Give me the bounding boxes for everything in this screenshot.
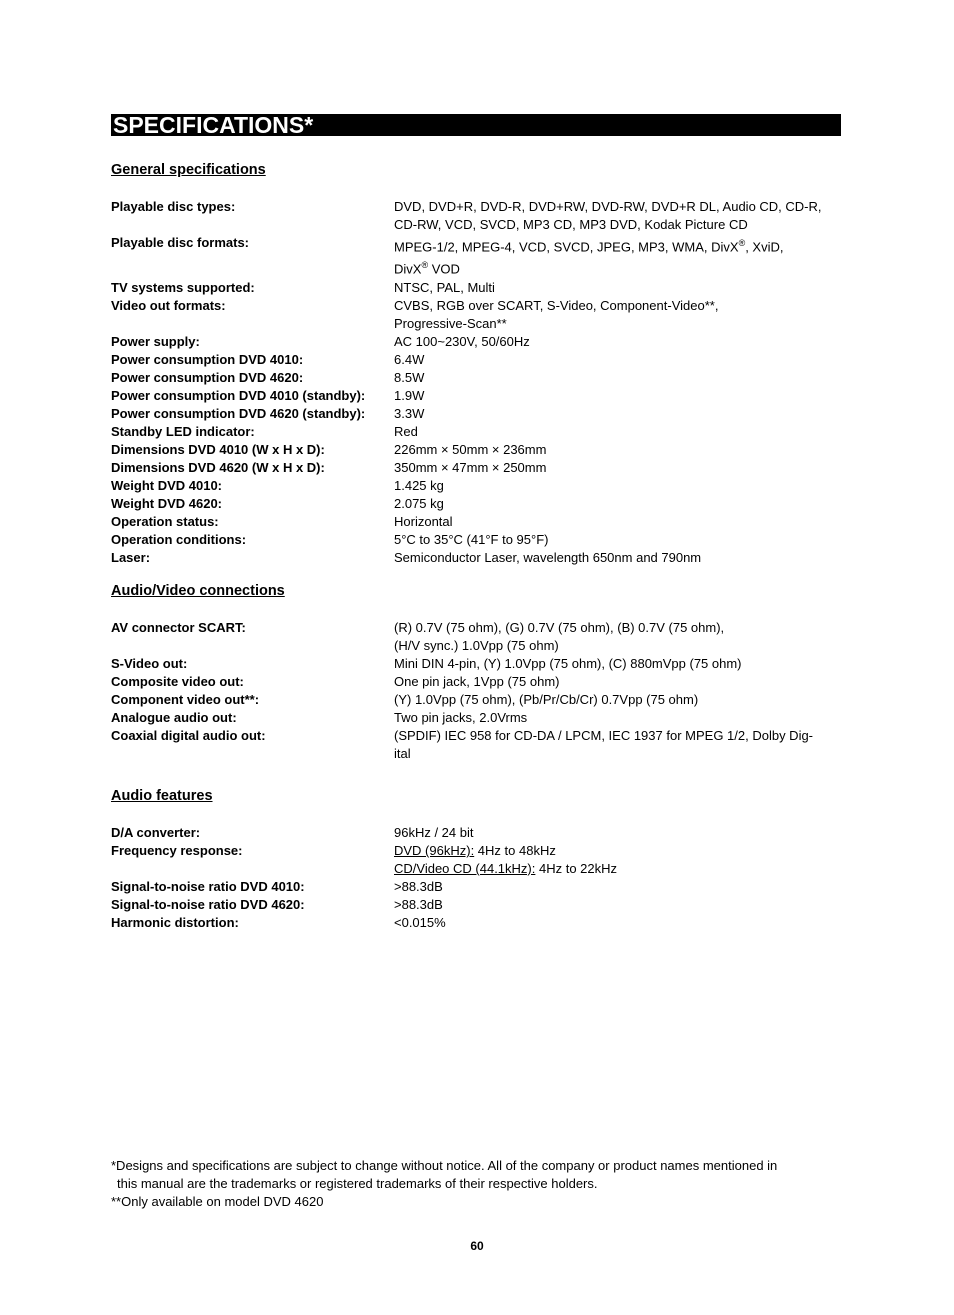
- spec-value: [394, 351, 841, 369]
- spec-value: [394, 369, 841, 387]
- spec-label: Operation status:: [111, 513, 219, 529]
- section-heading-av-connections: Audio/Video connections: [111, 583, 285, 599]
- spec-value-line: DVD, DVD+R, DVD-R, DVD+RW, DVD-RW, DVD+R DL, Audio CD, CD-R,: [394, 199, 822, 214]
- spec-label: Standby LED indicator:: [111, 423, 255, 439]
- registered-mark: ®: [738, 238, 746, 248]
- spec-label: Power consumption DVD 4010:: [111, 351, 304, 367]
- spec-label: Signal-to-noise ratio DVD 4010:: [111, 879, 305, 894]
- spec-sublabel: CD/Video CD (44.1kHz):: [394, 861, 536, 876]
- spec-value: [394, 727, 841, 763]
- spec-row: [111, 477, 841, 495]
- spec-row: [111, 549, 841, 567]
- spec-label: Power consumption DVD 4010 (standby):: [111, 387, 366, 403]
- spec-value-line: (Y) 1.0Vpp (75 ohm), (Pb/Pr/Cb/Cr) 0.7Vpp (75 ohm): [394, 692, 699, 707]
- spec-value-text: MPEG-1/2, MPEG-4, VCD, SVCD, JPEG, MP3, WMA, DivX: [394, 239, 739, 255]
- audio-features-list: [111, 824, 841, 932]
- spec-value-text: DivX: [394, 261, 422, 277]
- spec-value: [394, 441, 841, 459]
- spec-value: [394, 549, 841, 567]
- footnote-line: *Designs and specifications are subject to change without notice. All of the company or product names mentioned in: [111, 1158, 778, 1173]
- spec-value-line: Mini DIN 4-pin, (Y) 1.0Vpp (75 ohm), (C) 880mVpp (75 ohm): [394, 656, 742, 671]
- spec-row: [111, 234, 841, 279]
- spec-value-line: 3.3W: [394, 405, 425, 421]
- spec-value-line: Semiconductor Laser, wavelength 650nm and 790nm: [394, 549, 702, 565]
- spec-value-line: [394, 234, 841, 256]
- spec-value: [394, 297, 841, 333]
- spec-value-line: Progressive-Scan**: [394, 315, 507, 331]
- spec-value-line: 1.425 kg: [394, 477, 444, 493]
- spec-value-line: One pin jack, 1Vpp (75 ohm): [394, 674, 560, 689]
- spec-value-line: [394, 860, 841, 878]
- spec-label: Power consumption DVD 4620:: [111, 369, 304, 385]
- spec-label: D/A converter:: [111, 825, 201, 840]
- page-title: SPECIFICATIONS*: [111, 114, 841, 136]
- spec-label: Power supply:: [111, 333, 200, 349]
- spec-label: Video out formats:: [111, 297, 226, 313]
- spec-value-line: ital: [394, 746, 411, 761]
- spec-row: [111, 198, 841, 234]
- spec-value: [394, 619, 841, 655]
- spec-label: Weight DVD 4620:: [111, 495, 223, 511]
- spec-value-text: 4Hz to 22kHz: [535, 861, 618, 876]
- spec-sublabel: DVD (96kHz):: [394, 843, 475, 858]
- spec-value: [394, 673, 841, 691]
- spec-label: Harmonic distortion:: [111, 915, 239, 930]
- spec-row: [111, 691, 841, 709]
- spec-row: [111, 842, 841, 878]
- spec-value-text: , XviD,: [745, 239, 784, 255]
- spec-value-line: (H/V sync.) 1.0Vpp (75 ohm): [394, 638, 559, 653]
- spec-row: [111, 709, 841, 727]
- spec-label: AV connector SCART:: [111, 620, 246, 635]
- spec-value-line: AC 100~230V, 50/60Hz: [394, 333, 530, 349]
- spec-row: [111, 423, 841, 441]
- spec-row: [111, 369, 841, 387]
- spec-value-line: [394, 256, 841, 278]
- spec-value-line: 350mm × 47mm × 250mm: [394, 459, 547, 475]
- spec-row: [111, 441, 841, 459]
- spec-label: Dimensions DVD 4010 (W x H x D):: [111, 441, 325, 457]
- spec-label: Operation conditions:: [111, 531, 247, 547]
- spec-row: [111, 351, 841, 369]
- spec-label: Component video out**:: [111, 692, 260, 707]
- spec-value-line: 6.4W: [394, 351, 425, 367]
- spec-value-text: VOD: [428, 261, 460, 277]
- av-connections-list: [111, 619, 841, 763]
- spec-value: [394, 198, 841, 234]
- spec-value: [394, 279, 841, 297]
- spec-value: [394, 842, 841, 878]
- general-specs-list: [111, 198, 841, 567]
- spec-label: Playable disc formats:: [111, 235, 249, 250]
- spec-value-line: >88.3dB: [394, 897, 443, 912]
- spec-value: [394, 495, 841, 513]
- spec-value-line: 8.5W: [394, 369, 425, 385]
- footnotes: [111, 1157, 841, 1211]
- spec-row: [111, 896, 841, 914]
- spec-row: [111, 513, 841, 531]
- spec-value: [394, 824, 841, 842]
- spec-label: Laser:: [111, 549, 151, 565]
- spec-value: [394, 333, 841, 351]
- spec-value: [394, 531, 841, 549]
- spec-value: [394, 234, 841, 279]
- spec-row: [111, 405, 841, 423]
- spec-value: [394, 459, 841, 477]
- spec-value: [394, 405, 841, 423]
- spec-value-line: Red: [394, 423, 418, 439]
- spec-row: [111, 459, 841, 477]
- section-heading-general: General specifications: [111, 162, 266, 178]
- spec-row: [111, 387, 841, 405]
- spec-value: [394, 878, 841, 896]
- spec-value-line: [394, 842, 841, 860]
- spec-row: [111, 655, 841, 673]
- spec-value-line: CD-RW, VCD, SVCD, MP3 CD, MP3 DVD, Kodak Picture CD: [394, 217, 748, 232]
- spec-row: [111, 619, 841, 655]
- section-heading-audio-features: Audio features: [111, 788, 213, 804]
- spec-label: Weight DVD 4010:: [111, 477, 223, 493]
- spec-row: [111, 878, 841, 896]
- spec-row: [111, 531, 841, 549]
- spec-row: [111, 495, 841, 513]
- page-number: 60: [470, 1239, 484, 1253]
- spec-value-line: >88.3dB: [394, 879, 443, 894]
- spec-value: [394, 513, 841, 531]
- spec-value: [394, 387, 841, 405]
- spec-row: [111, 297, 841, 333]
- spec-value: [394, 477, 841, 495]
- footnote-line: this manual are the trademarks or registered trademarks of their respective holders.: [117, 1176, 598, 1191]
- spec-value-line: NTSC, PAL, Multi: [394, 279, 495, 295]
- spec-value: [394, 423, 841, 441]
- spec-value: [394, 896, 841, 914]
- spec-value: [394, 709, 841, 727]
- spec-row: [111, 727, 841, 763]
- spec-value-line: 226mm × 50mm × 236mm: [394, 441, 547, 457]
- spec-label: Dimensions DVD 4620 (W x H x D):: [111, 459, 325, 475]
- spec-row: [111, 824, 841, 842]
- spec-value-line: (R) 0.7V (75 ohm), (G) 0.7V (75 ohm), (B) 0.7V (75 ohm),: [394, 620, 725, 635]
- spec-label: TV systems supported:: [111, 279, 255, 295]
- spec-label: Coaxial digital audio out:: [111, 728, 266, 743]
- spec-row: [111, 333, 841, 351]
- spec-label: Power consumption DVD 4620 (standby):: [111, 405, 366, 421]
- spec-label: Signal-to-noise ratio DVD 4620:: [111, 897, 305, 912]
- spec-value-line: Two pin jacks, 2.0Vrms: [394, 710, 528, 725]
- spec-label: Frequency response:: [111, 843, 243, 858]
- spec-value-line: 96kHz / 24 bit: [394, 825, 474, 840]
- footnote-line: **Only available on model DVD 4620: [111, 1194, 324, 1209]
- spec-value: [394, 914, 841, 932]
- spec-row: [111, 279, 841, 297]
- spec-label: Analogue audio out:: [111, 710, 237, 725]
- registered-mark: ®: [421, 260, 429, 271]
- spec-value-line: 5°C to 35°C (41°F to 95°F): [394, 531, 549, 547]
- spec-label: Composite video out:: [111, 674, 244, 689]
- spec-value-text: 4Hz to 48kHz: [474, 843, 556, 858]
- spec-label: Playable disc types:: [111, 199, 236, 214]
- spec-value-line: 2.075 kg: [394, 495, 444, 511]
- spec-value-line: Horizontal: [394, 513, 453, 529]
- spec-value-line: 1.9W: [394, 387, 425, 403]
- spec-value: [394, 691, 841, 709]
- spec-row: [111, 914, 841, 932]
- spec-value: [394, 655, 841, 673]
- spec-row: [111, 673, 841, 691]
- spec-value-line: (SPDIF) IEC 958 for CD-DA / LPCM, IEC 1937 for MPEG 1/2, Dolby Dig-: [394, 728, 814, 743]
- spec-label: S-Video out:: [111, 656, 188, 671]
- spec-value-line: CVBS, RGB over SCART, S-Video, Component-Video**,: [394, 297, 719, 313]
- spec-value-line: <0.015%: [394, 915, 446, 930]
